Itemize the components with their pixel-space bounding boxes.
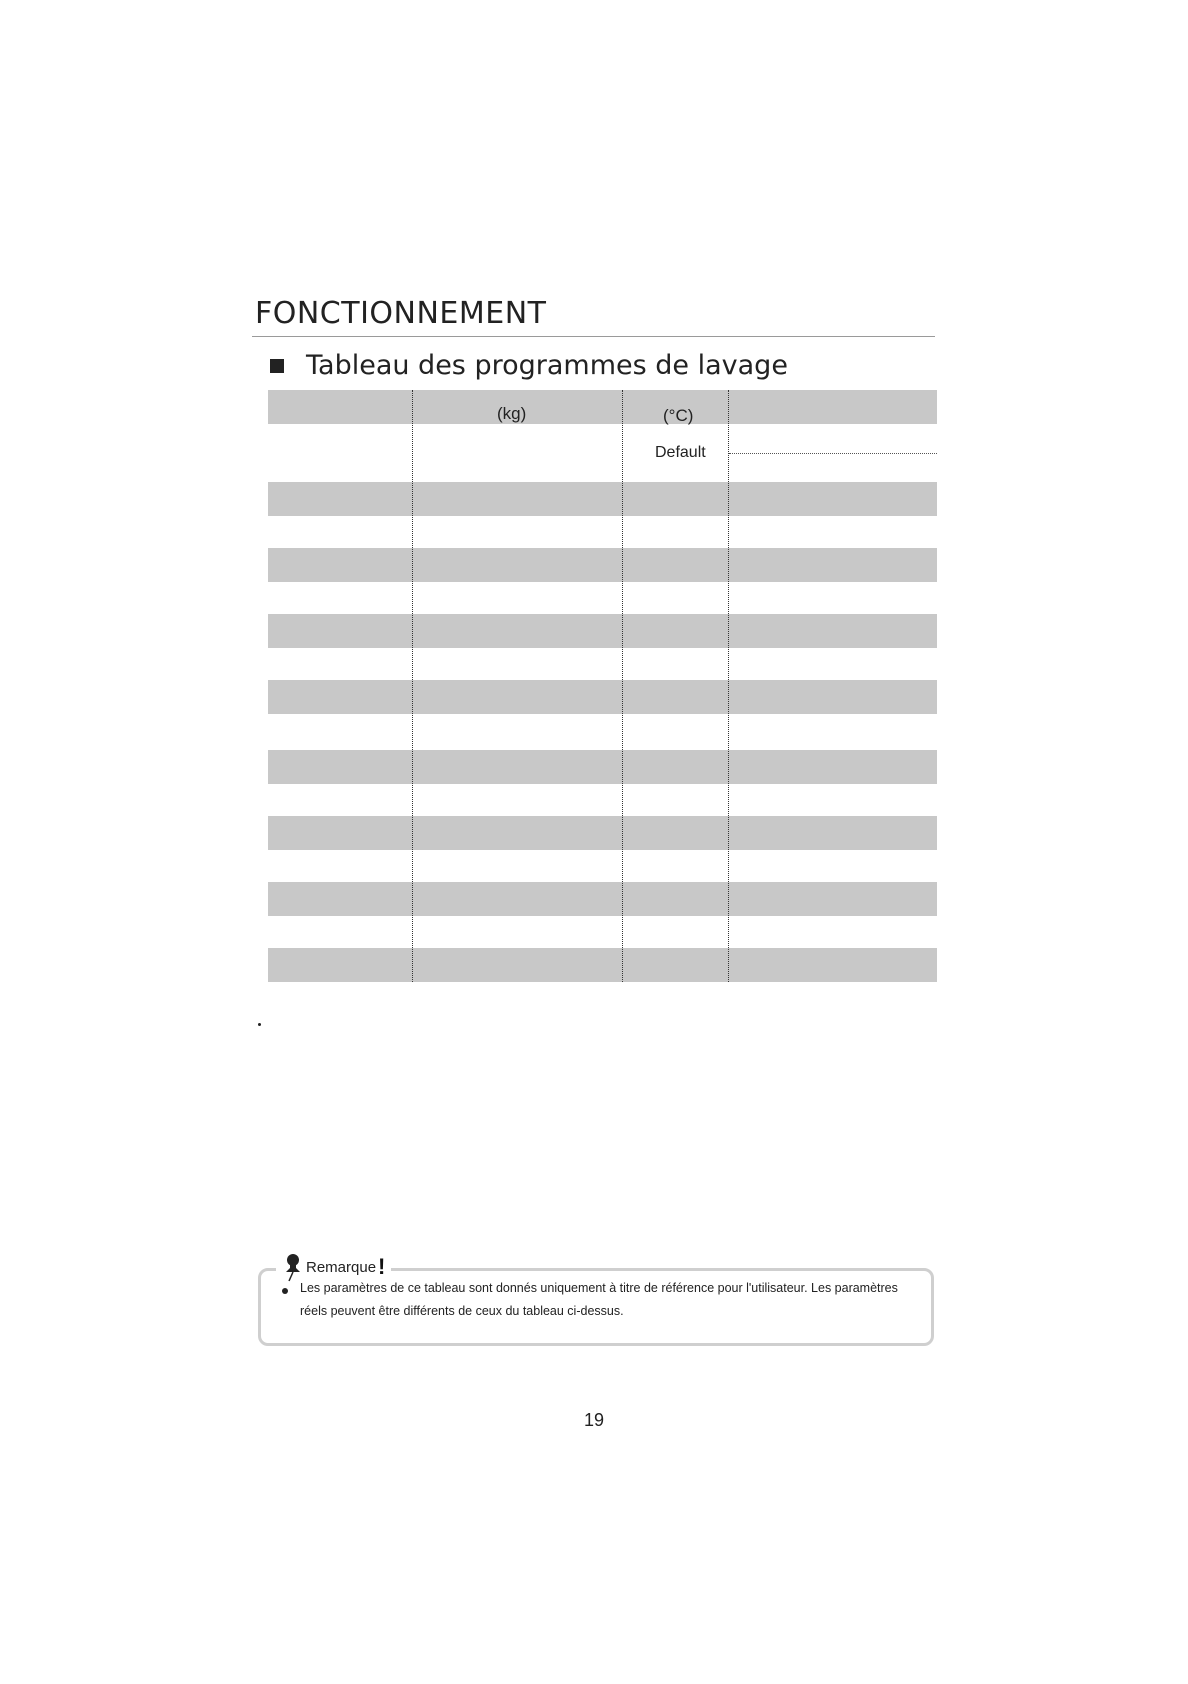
subtitle-text: Tableau des programmes de lavage — [306, 350, 788, 381]
square-bullet-icon — [270, 359, 284, 373]
table-row — [268, 614, 937, 648]
section-title: FONCTIONNEMENT — [255, 296, 547, 331]
table-row — [268, 680, 937, 714]
note-item — [282, 1282, 922, 1323]
table-row — [268, 548, 937, 582]
subtitle — [270, 350, 788, 381]
page-number: 19 — [583, 1410, 605, 1430]
programs-table — [268, 390, 937, 982]
subheader-divider — [729, 453, 937, 454]
table-row — [268, 948, 937, 982]
stray-dot — [258, 1023, 261, 1026]
temperature-default-label: Default — [655, 444, 706, 461]
exclamation-icon: ! — [378, 1254, 386, 1279]
note-text: Les paramètres de ce tableau sont donnés uniquement à titre de référence pour l'utilisateur. Les paramètres réels peuvent être différents de ceux du tableau ci-dessus. — [300, 1281, 898, 1318]
table-header-row — [268, 390, 937, 424]
column-divider — [728, 390, 729, 982]
header-temperature: (°C) — [663, 406, 694, 425]
column-divider — [412, 390, 413, 982]
column-divider — [622, 390, 623, 982]
header-load-kg: (kg) — [497, 404, 527, 423]
note-label: Remarque — [306, 1258, 377, 1276]
table-row — [268, 882, 937, 916]
title-divider — [252, 336, 935, 337]
note-bullet-icon — [282, 1288, 288, 1294]
table-row — [268, 750, 937, 784]
table-row — [268, 482, 937, 516]
table-row — [268, 816, 937, 850]
